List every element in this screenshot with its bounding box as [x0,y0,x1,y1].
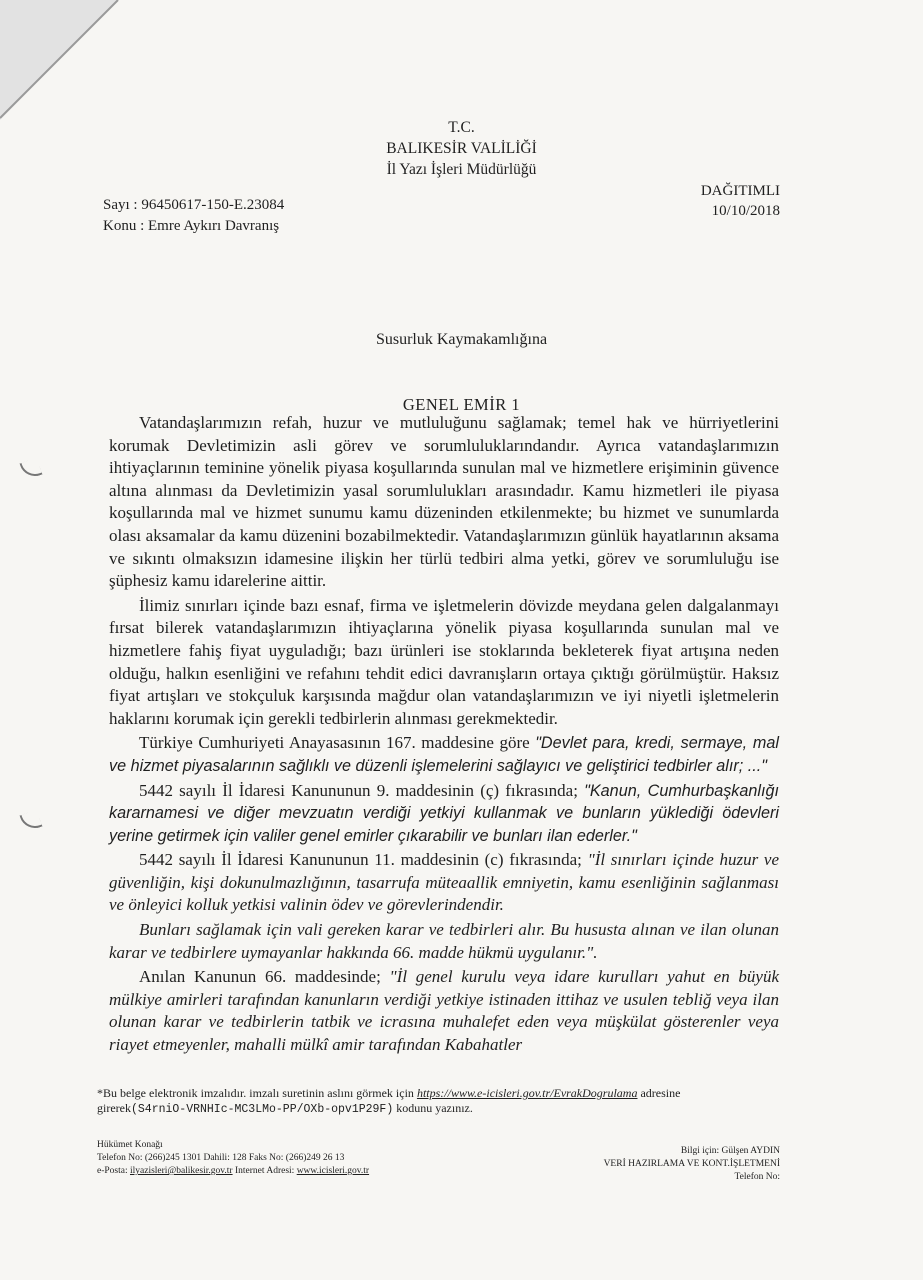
document-number: Sayı : 96450617-150-E.23084 [103,197,285,213]
footnote-text-2: adresine [637,1086,681,1100]
footer-info [604,1145,780,1184]
article-66-quote: "İl genel kurulu veya idare kurulları yahut en büyük mülkiye amirleri tarafından kanunların verdiği yetkiye istinaden ittihaz ve usulen tebliğ veya ilan olunan karar ve tedbirlerin tatbik ve icrasına muhalefet eden veya müşkülat gösterenler veya riayet etmeyenler, mahalli mülkî amir tarafından Kabahatler [109,967,780,1055]
footer-web [97,1165,369,1178]
footer-phone: Telefon No: (266)245 1301 Dahili: 128 Faks No: (266)249 26 13 [97,1153,345,1163]
punch-hole-bottom [19,809,42,832]
footnote-text-3: girerek [97,1101,131,1115]
document-body [109,412,779,1057]
paragraph-4-lead: 5442 sayılı İl İdaresi Kanununun 9. maddesinin (ç) fıkrasında; [139,780,585,800]
article-11-quote: "İl sınırları içinde huzur ve güvenliğin, kişi dokunulmazlığının, tasarrufa müteaallik emniyetin, kamu esenliğinin sağlanması ve önleyici kolluk yetkisi valinin ödev ve görevlerindendir. [109,850,779,915]
header-department: İl Yazı İşleri Müdürlüğü [386,161,537,178]
footer-address: Hükümet Konağı [97,1140,163,1150]
paragraph-2: İlimiz sınırları içinde bazı esnaf, firma ve işletmelerin dövizde meydana gelen dalgalanmayı fırsat bilerek vatandaşlarımızın ihtiyaçlarına yönelik piyasa koşullarında sunulan mal ve hizmetlere fahiş fiyat uyguladığı; bazı ürünleri ise stoklarında bekleterek fiyat artışına neden olduğu, halkın esenliğini ve refahını tehdit edici davranışların ortaya çıktığı görülmüştür. Haksız fiyat artışları ve stokçuluk karşısında mağdur olan vatandaşlarımızın ve iyi niyetli işletmelerin haklarını korumak için gerekli tedbirlerin alınması gerekmektedir. [109,595,779,728]
paragraph-1: Vatandaşlarımızın refah, huzur ve mutluluğunu sağlamak; temel hak ve hürriyetlerini korumak Devletimizin asli görev ve sorumluluklarındandır. Ayrıca vatandaşlarımızın ihtiyaçlarının teminine yönelik piyasa koşullarında sunulan mal ve hizmetlere erişiminin güvence altına alınması da Devletimizin yasal sorumlulukları arasındadır. Kamu hizmetleri ile piyasa koşullarında mal ve hizmet sunumu kamu düzeninden etkilenmekte; bu hizmet ve sunumlarda olası aksamalar da kamu düzenini bozabilmektedir. Vatandaşlarımızın günlük hayatlarının aksama ve sıkıntı olmaksızın idamesine ilişkin her türlü tedbiri alma yetki, görev ve sorumluluğu ise şüphesiz kamu idarelerine aittir. [109,413,779,591]
paragraph-6: Bunları sağlamak için vali gereken karar ve tedbirleri alır. Bu hususta alınan ve ilan olunan karar ve tedbirlere uymayanlar hakkında 66. madde hükmü uygulanır.". [109,920,779,962]
document-title: GENEL EMİR 1 [402,395,521,414]
paragraph-3-lead: Türkiye Cumhuriyeti Anayasasının 167. maddesine göre [139,733,536,753]
paragraph-7 [109,966,779,1056]
addressee: Susurluk Kaymakamlığına [375,331,548,348]
paragraph-5 [109,849,779,917]
paragraph-7-lead: Anılan Kanunun 66. maddesinde; [139,967,390,987]
paragraph-5-lead: 5442 sayılı İl İdaresi Kanununun 11. maddesinin (c) fıkrasında; [139,850,588,870]
constitution-quote: "Devlet para, kredi, sermaye, mal ve hizmet piyasalarının sağlıklı ve düzenli işlemelerini sağlayıcı ve geliştirici tedbirler alır; ..." [109,734,780,775]
punch-hole-top [19,457,42,480]
verification-link[interactable]: https://www.e-icisleri.gov.tr/EvrakDogrulama [416,1086,638,1100]
footer-contact [97,1139,369,1178]
distribution-label: DAĞITIMLI [700,183,780,199]
email-label: e-Posta: [97,1166,130,1176]
info-contact-phone: Telefon No: [734,1172,780,1182]
info-contact-name: Bilgi için: Gülşen AYDIN [680,1146,780,1156]
document-subject: Konu : Emre Aykırı Davranış [103,218,280,234]
document-date: 10/10/2018 [711,203,780,219]
info-contact-title: VERİ HAZIRLAMA VE KONT.İŞLETMENİ [603,1159,780,1169]
header-institution: BALIKESİR VALİLİĞİ [386,140,537,157]
website-link[interactable]: www.icisleri.gov.tr [296,1166,370,1176]
footnote-text: *Bu belge elektronik imzalıdır. imzalı suretinin aslını görmek için [97,1086,417,1100]
paragraph-3 [109,732,779,777]
email-link[interactable]: ilyazisleri@balikesir.gov.tr [129,1166,233,1176]
web-label: Internet Adresi: [232,1166,297,1176]
article-9-quote: "Kanun, Cumhurbaşkanlığı kararnamesi ve diğer mevzuatın verdiği yetkiyi kullanmak ve bunların yüklediği ödevleri yerine getirmek için valiler genel emirler çıkarabilir ve bunları ilan ederler." [109,781,779,845]
e-signature-footnote [97,1086,787,1117]
header-tc: T.C. [448,119,475,136]
paragraph-4 [109,780,779,848]
verification-code: (S4rniO-VRNHIc-MC3LMo-PP/OXb-opv1P29F) [130,1103,394,1116]
footnote-text-4: kodunu yazınız. [393,1101,473,1115]
